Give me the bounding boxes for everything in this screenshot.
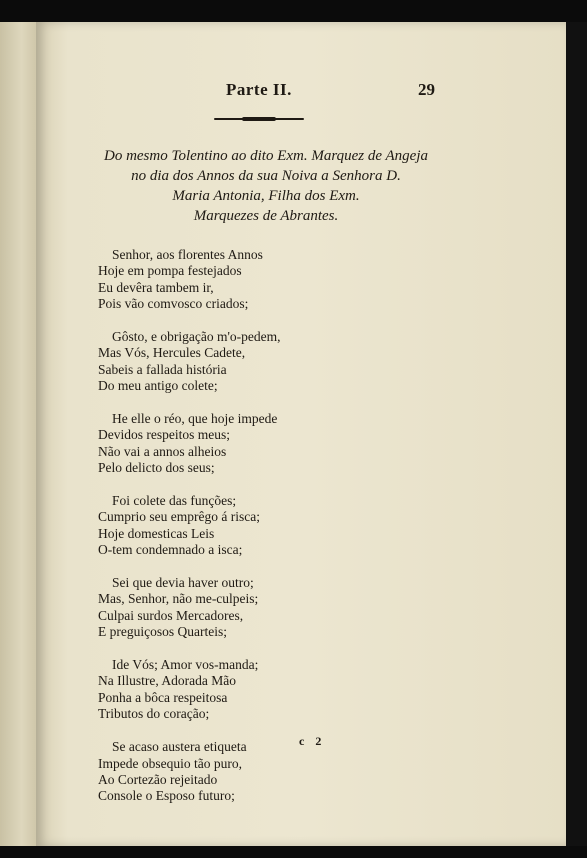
verse-line: E preguiçosos Quarteis;	[98, 624, 227, 640]
verse-line: Devidos respeitos meus;	[98, 427, 230, 443]
stanza	[98, 411, 358, 477]
heading-line: Maria Antonia, Filha dos Exm.	[172, 188, 360, 204]
verse-line: Ide Vós; Amor vos-manda;	[112, 657, 259, 673]
stanza	[98, 247, 358, 313]
verse-line: Mas Vós, Hercules Cadete,	[98, 345, 246, 361]
verse-line: Ponha a bôca respeitosa	[98, 689, 228, 705]
verse-line: Impede obsequio tão puro,	[98, 755, 242, 771]
signature-mark: c 2	[299, 734, 326, 748]
verse-line: Senhor, aos florentes Annos	[112, 247, 263, 262]
previous-page-edge	[0, 22, 36, 846]
verse-line: Ao Cortezão rejeitado	[98, 771, 218, 787]
verse-line: Pelo delicto dos seus;	[98, 460, 215, 476]
verse-line: Culpai surdos Mercadores,	[98, 607, 244, 623]
verse-line: Cumprio seu emprêgo á risca;	[98, 509, 260, 525]
verse-line: Foi colete das funções;	[112, 493, 237, 509]
verse-line: Do meu antigo colete;	[98, 378, 218, 394]
poem-heading	[76, 146, 456, 226]
verse-line: Gôsto, e obrigação m'o-pedem,	[112, 329, 281, 345]
stanza	[98, 493, 358, 559]
running-title: Parte II.	[226, 80, 292, 99]
verse-line: Hoje em pompa festejados	[98, 263, 242, 279]
stanza	[98, 329, 358, 395]
verse-line: He elle o réo, que hoje impede	[112, 411, 278, 427]
verse-line: Pois vão comvosco criados;	[98, 296, 249, 312]
heading-line: Do mesmo Tolentino ao dito Exm. Marquez de Angeja	[103, 148, 428, 164]
stanza	[98, 657, 358, 723]
verse-line: Mas, Senhor, não me-culpeis;	[98, 591, 259, 607]
verse-line: Não vai a annos alheios	[98, 443, 227, 459]
verse-line: Hoje domesticas Leis	[98, 525, 215, 541]
heading-line: Marquezes de Abrantes.	[193, 208, 339, 224]
verse-line: Na Illustre, Adorada Mão	[98, 673, 236, 689]
verse-line: Sei que devia haver outro;	[112, 575, 254, 591]
verse-line: Se acaso austera etiqueta	[112, 739, 247, 755]
ornamental-rule	[214, 118, 304, 120]
verse-line: Tributos do coração;	[98, 706, 210, 722]
book-page	[36, 22, 566, 846]
stanza	[98, 575, 358, 641]
verse-line: O-tem condemnado a isca;	[98, 542, 243, 558]
verse-line: Console o Esposo futuro;	[98, 788, 235, 804]
page-header	[36, 80, 566, 106]
verse-line: Eu devêra tambem ir,	[98, 279, 214, 295]
heading-line: no dia dos Annos da sua Noiva a Senhora D.	[131, 168, 401, 184]
scan-edge	[566, 22, 587, 846]
verse-line: Sabeis a fallada história	[98, 361, 227, 377]
page-number: 29	[418, 80, 435, 99]
